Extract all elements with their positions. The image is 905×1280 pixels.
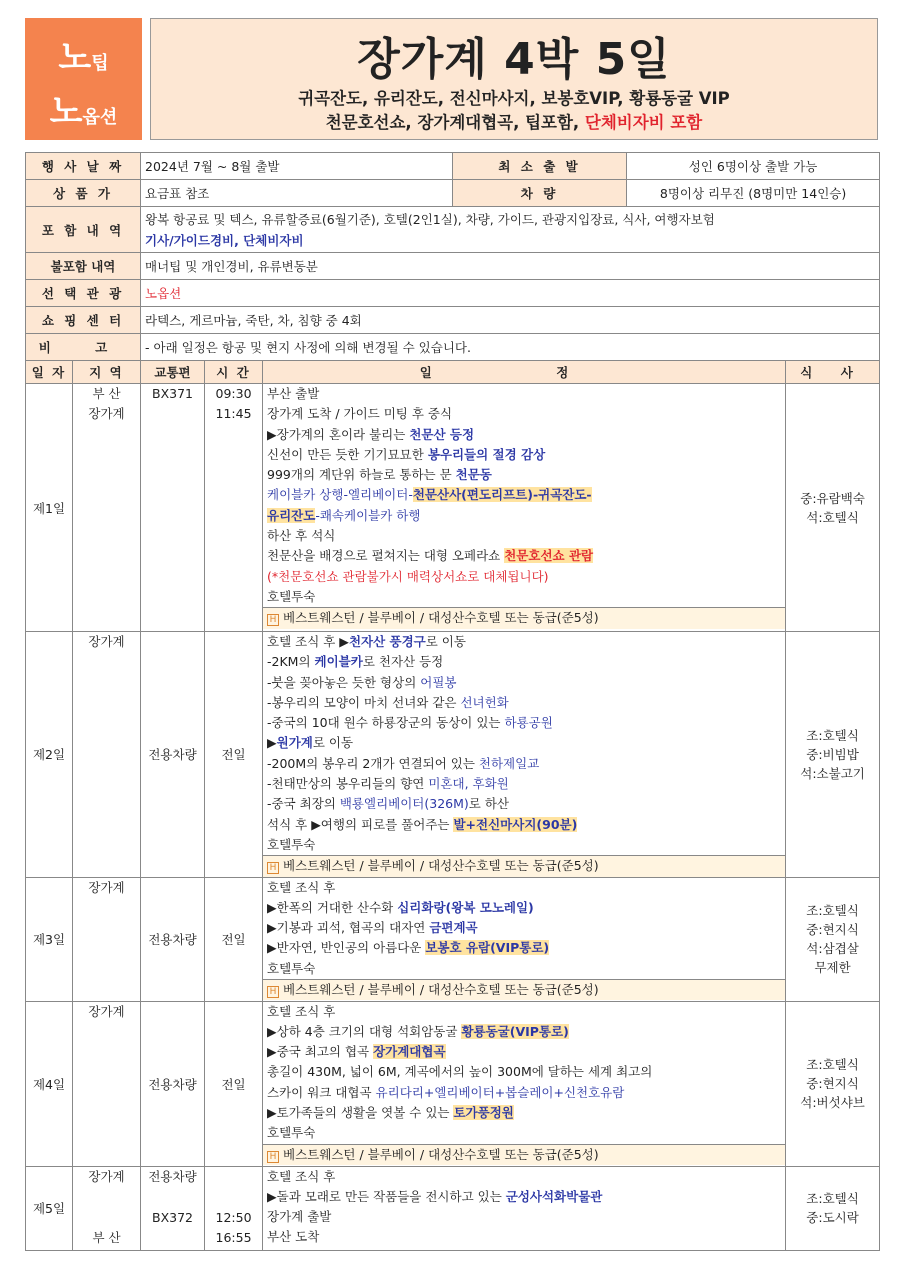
day-label: 제3일: [26, 877, 73, 1001]
day-schedule: 호텔 조식 후 ▶천자산 풍경구로 이동 -2KM의 케이블카로 천자산 등정 -붓을 꽂아놓은 듯한 형상의 어필봉 -봉우리의 모양이 마치 선녀와 같은 선녀헌화 -중국의 10대 원수 하룡장군의 동상이 있는 하룡공원 ▶원가계로 이동 -200M의 봉우리 2개가 연결되어 있는 천하제일교 -천태만상의 봉우리들의 향연 미혼대, 후화원 -중국 최장의 백룡엘리베이터(326M)로 하산 석식 후 ▶여행의 피로를 풀어주는 발+전신마사지(90분) 호텔투숙 H 베스트웨스턴 / 블루베이 / 대성산수호텔 또는 동급(준5성): [263, 632, 786, 878]
shopping-label: 쇼 핑 센 터: [26, 307, 141, 334]
day-row: [26, 877, 880, 1001]
day-label: 제5일: [26, 1166, 73, 1250]
day-region: 장가계: [73, 632, 141, 878]
col-transport: 교통편: [141, 361, 205, 384]
subtitle-line-1: 귀곡잔도, 유리잔도, 전신마사지, 보봉호VIP, 황룡동굴 VIP: [298, 89, 730, 108]
price-value: 요금표 참조: [141, 180, 453, 207]
day-time: 전일: [205, 877, 263, 1001]
included-label: 포 함 내 역: [26, 207, 141, 253]
page-title: 장가계 4박 5일: [357, 34, 671, 85]
day-transport: BX371: [141, 384, 205, 632]
day-time: 09:30 11:45: [205, 384, 263, 632]
logo: 노팁 노옵션: [25, 18, 142, 140]
day-schedule: 호텔 조식 후 ▶상하 4층 크기의 대형 석회암동굴 황룡동굴(VIP통로) ▶중국 최고의 협곡 장가계대협곡 총길이 430M, 넓이 6M, 계곡에서의 높이 300M에 달하는 세계 최고의 스카이 워크 대협곡 유리다리+엘리베이터+봅슬레이+신천호유람 ▶토가족들의 생활을 엿볼 수 있는 토가풍정원 호텔투숙 H 베스트웨스턴 / 블루베이 / 대성산수호텔 또는 동급(준5성): [263, 1001, 786, 1166]
day-transport: 전용차량: [141, 1001, 205, 1166]
day-region: 장가계: [73, 1001, 141, 1166]
hotel-icon: H: [267, 614, 279, 626]
shopping-value: 라텍스, 게르마늄, 죽탄, 차, 침향 중 4회: [141, 307, 880, 334]
price-label: 상 품 가: [26, 180, 141, 207]
day-region: 부 산 장가계: [73, 384, 141, 632]
day-meal: 조:호텔식 중:비빔밥 석:소불고기: [786, 632, 880, 878]
car-label: 차 량: [453, 180, 627, 207]
hotel-icon: H: [267, 862, 279, 874]
date-value: 2024년 7월 ~ 8월 출발: [141, 153, 453, 180]
day-label: 제2일: [26, 632, 73, 878]
day-transport: 전용차량: [141, 877, 205, 1001]
title-banner: [150, 18, 878, 140]
hotel-info: H 베스트웨스턴 / 블루베이 / 대성산수호텔 또는 동급(준5성): [263, 855, 785, 876]
day-transport: 전용차량: [141, 632, 205, 878]
day-schedule: 부산 출발 장가계 도착 / 가이드 미팅 후 중식 ▶장가계의 혼이라 불리는 천문산 등정 신선이 만든 듯한 기기묘묘한 봉우리들의 절경 감상 999개의 계단위 하늘로 통하는 문 천문동 케이블카 상행-엘리베이터-천문산사(편도리프트)-귀곡잔도- 유리잔도-쾌속케이블카 하행 하산 후 석식 천문산을 배경으로 펼쳐지는 대형 오페라쇼 천문호선쇼 관람 (*천문호선쇼 관람불가시 매력상서쇼로 대체됩니다) 호텔투숙 H 베스트웨스턴 / 블루베이 / 대성산수호텔 또는 동급(준5성): [263, 384, 786, 632]
note-label: 비 고: [26, 334, 141, 361]
included-value: 왕복 항공료 및 텍스, 유류할증료(6월기준), 호텔(2인1실), 차량, 가이드, 관광지입장료, 식사, 여행자보험 기사/가이드경비, 단체비자비: [141, 207, 880, 253]
col-region: 지 역: [73, 361, 141, 384]
day-time: 전일: [205, 632, 263, 878]
excluded-label: 불포함 내역: [26, 253, 141, 280]
day-row: [26, 384, 880, 632]
col-time: 시 간: [205, 361, 263, 384]
hotel-icon: H: [267, 986, 279, 998]
hotel-info: H 베스트웨스턴 / 블루베이 / 대성산수호텔 또는 동급(준5성): [263, 979, 785, 1000]
day-row: [26, 1166, 880, 1250]
day-meal: 조:호텔식 중:현지식 석:삼겹살 무제한: [786, 877, 880, 1001]
note-value: - 아래 일정은 항공 및 현지 사정에 의해 변경될 수 있습니다.: [141, 334, 880, 361]
itinerary-table: [25, 152, 880, 1251]
day-region: 장가계 부 산: [73, 1166, 141, 1250]
day-meal: 조:호텔식 중:현지식 석:버섯샤브: [786, 1001, 880, 1166]
hotel-info: H 베스트웨스턴 / 블루베이 / 대성산수호텔 또는 동급(준5성): [263, 607, 785, 628]
day-label: 제1일: [26, 384, 73, 632]
day-time: 12:50 16:55: [205, 1166, 263, 1250]
car-value: 8명이상 리무진 (8명미만 14인승): [627, 180, 880, 207]
col-schedule: 일 정: [263, 361, 786, 384]
option-label: 선 택 관 광: [26, 280, 141, 307]
col-day: 일 자: [26, 361, 73, 384]
date-label: 행 사 날 짜: [26, 153, 141, 180]
day-row: [26, 632, 880, 878]
col-meal: 식 사: [786, 361, 880, 384]
excluded-value: 매너팁 및 개인경비, 유류변동분: [141, 253, 880, 280]
day-time: 전일: [205, 1001, 263, 1166]
day-label: 제4일: [26, 1001, 73, 1166]
day-region: 장가계: [73, 877, 141, 1001]
day-transport: 전용차량 BX372: [141, 1166, 205, 1250]
day-row: [26, 1001, 880, 1166]
day-meal: 중:유람백숙 석:호텔식: [786, 384, 880, 632]
min-value: 성인 6명이상 출발 가능: [627, 153, 880, 180]
subtitle-line-2: 천문호선쇼, 장가계대협곡, 팁포함, 단체비자비 포함: [325, 113, 703, 132]
day-schedule: 호텔 조식 후 ▶한폭의 거대한 산수화 십리화랑(왕복 모노레일) ▶기봉과 괴석, 협곡의 대자연 금편계곡 ▶반자연, 반인공의 아름다운 보봉호 유람(VIP통로) 호텔투숙 H 베스트웨스턴 / 블루베이 / 대성산수호텔 또는 동급(준5성): [263, 877, 786, 1001]
day-schedule: 호텔 조식 후 ▶돌과 모래로 만든 작품들을 전시하고 있는 군성사석화박물관 장가계 출발 부산 도착: [263, 1166, 786, 1250]
min-label: 최 소 출 발: [453, 153, 627, 180]
option-value: 노옵션: [141, 280, 880, 307]
hotel-icon: H: [267, 1151, 279, 1163]
hotel-info: H 베스트웨스턴 / 블루베이 / 대성산수호텔 또는 동급(준5성): [263, 1144, 785, 1165]
day-meal: 조:호텔식 중:도시락: [786, 1166, 880, 1250]
